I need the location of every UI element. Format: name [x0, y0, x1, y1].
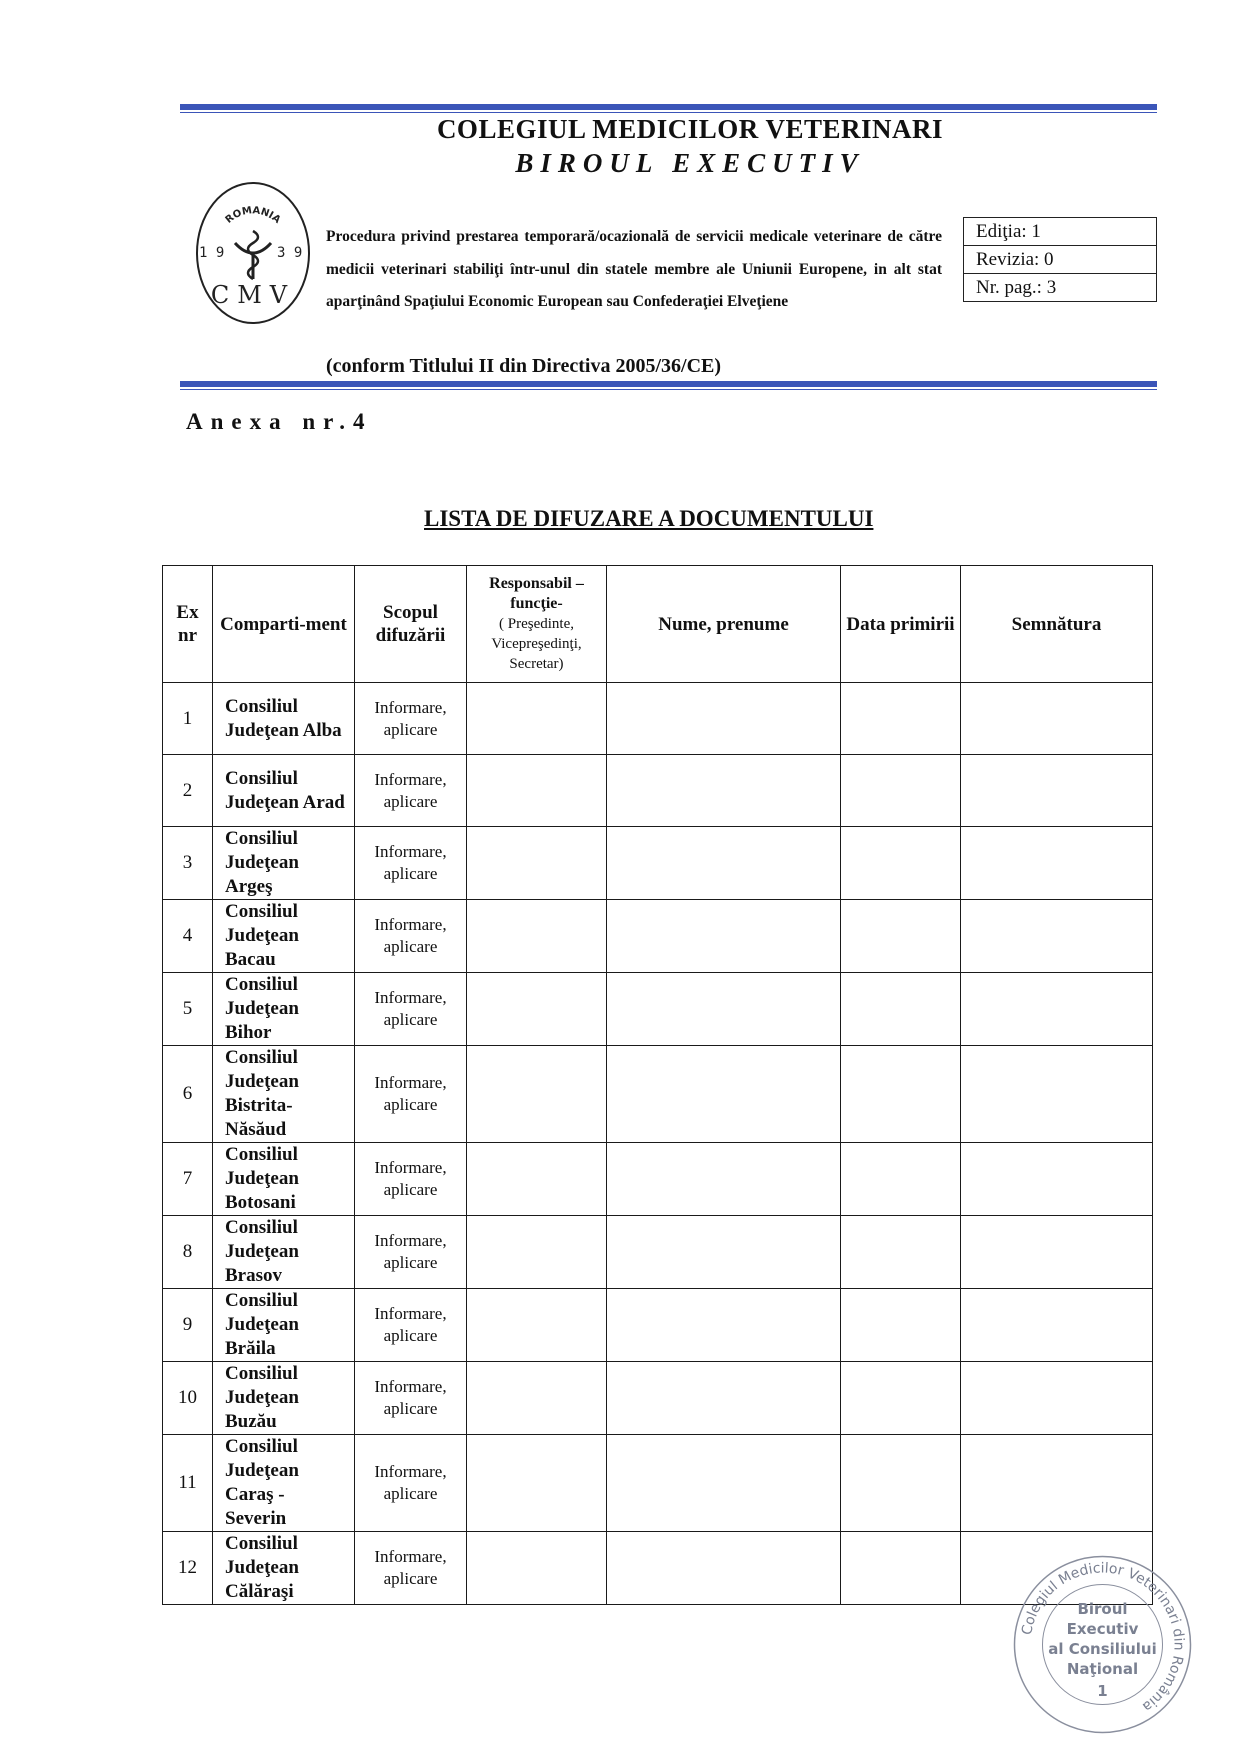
- header-bottom-rule: [180, 381, 1157, 387]
- table-row: [163, 755, 1153, 827]
- procedure-title: Procedura privind prestarea temporară/ocazională de servicii medicale veterinare de către medicii veterinari stabiliţi într-unul din statele membre ale Uniunii Europene, in alt stat aparţinând Spaţiului Economic European sau Confederaţiei Elveţiene: [326, 228, 942, 310]
- procedure-reference: (conform Titlului II din Directiva 2005/36/CE): [326, 355, 722, 377]
- row-name-cell[interactable]: [607, 900, 841, 973]
- stamp-line-3: al Consiliului: [1048, 1640, 1157, 1658]
- table-row: [163, 1435, 1153, 1532]
- row-date-cell[interactable]: [841, 1289, 961, 1362]
- row-signature-cell[interactable]: [961, 1435, 1153, 1532]
- cmv-logo-icon: [193, 181, 313, 326]
- row-date-cell[interactable]: [841, 1362, 961, 1435]
- row-date-cell[interactable]: [841, 755, 961, 827]
- row-name-cell[interactable]: [607, 827, 841, 900]
- row-responsible-cell[interactable]: [467, 683, 607, 755]
- row-signature-cell[interactable]: [961, 683, 1153, 755]
- row-signature-cell[interactable]: [961, 1216, 1153, 1289]
- table-header-row: [163, 566, 1153, 683]
- row-signature-cell[interactable]: [961, 755, 1153, 827]
- annex-label: Anexa nr.4: [186, 409, 373, 434]
- row-date-cell[interactable]: [841, 1435, 961, 1532]
- table-row: [163, 1143, 1153, 1216]
- row-department: Consiliul Judeţean Brăila: [213, 1289, 355, 1362]
- row-responsible-cell[interactable]: [467, 755, 607, 827]
- logo-year-left: 1 9: [199, 245, 225, 261]
- table-row: [163, 683, 1153, 755]
- bowl-of-hygieia-icon: [235, 231, 271, 279]
- row-department: Consiliul Judeţean Buzău: [213, 1362, 355, 1435]
- row-department: Consiliul Judeţean Bihor: [213, 973, 355, 1046]
- row-responsible-cell[interactable]: [467, 1435, 607, 1532]
- row-department: Consiliul Judeţean Alba: [213, 683, 355, 755]
- row-department: Consiliul Judeţean Bacau: [213, 900, 355, 973]
- header-responsible-title: Responsabil –funcţie-: [489, 575, 584, 612]
- stamp-ring-text: Colegiul Medicilor Veterinari din România: [1019, 1560, 1187, 1715]
- row-date-cell[interactable]: [841, 1046, 961, 1143]
- row-number: 4: [163, 900, 213, 973]
- row-number: 5: [163, 973, 213, 1046]
- row-responsible-cell[interactable]: [467, 1143, 607, 1216]
- row-department: Consiliul Judeţean Arad: [213, 755, 355, 827]
- row-name-cell[interactable]: [607, 1532, 841, 1605]
- row-name-cell[interactable]: [607, 1143, 841, 1216]
- row-number: 8: [163, 1216, 213, 1289]
- row-department: Consiliul Judeţean Caraş - Severin: [213, 1435, 355, 1532]
- row-responsible-cell[interactable]: [467, 1362, 607, 1435]
- header-name: Nume, prenume: [607, 566, 841, 683]
- row-signature-cell[interactable]: [961, 973, 1153, 1046]
- row-name-cell[interactable]: [607, 683, 841, 755]
- row-purpose: Informare, aplicare: [355, 1362, 467, 1435]
- row-purpose: Informare, aplicare: [355, 900, 467, 973]
- row-department: Consiliul Judeţean Brasov: [213, 1216, 355, 1289]
- row-number: 3: [163, 827, 213, 900]
- row-purpose: Informare, aplicare: [355, 683, 467, 755]
- header-responsible: [467, 566, 607, 683]
- row-purpose: Informare, aplicare: [355, 1289, 467, 1362]
- official-stamp-icon: [1010, 1552, 1195, 1737]
- row-name-cell[interactable]: [607, 1435, 841, 1532]
- row-purpose: Informare, aplicare: [355, 1143, 467, 1216]
- row-responsible-cell[interactable]: [467, 1289, 607, 1362]
- row-responsible-cell[interactable]: [467, 900, 607, 973]
- logo-letters: CMV: [210, 281, 296, 309]
- stamp-line-2: Executiv: [1066, 1620, 1139, 1638]
- table-row: [163, 900, 1153, 973]
- row-signature-cell[interactable]: [961, 1143, 1153, 1216]
- document-version-box: [963, 217, 1157, 302]
- header-purpose: Scopul difuzării: [355, 566, 467, 683]
- stamp-line-1: Biroul: [1077, 1600, 1128, 1618]
- list-title: LISTA DE DIFUZARE A DOCUMENTULUI: [424, 506, 874, 531]
- row-department: Consiliul Judeţean Bistrita-Năsăud: [213, 1046, 355, 1143]
- header-ex-nr: Ex nr: [163, 566, 213, 683]
- header-top-rule: [180, 104, 1157, 110]
- row-purpose: Informare, aplicare: [355, 973, 467, 1046]
- page-number-label: Nr. pag.: 3: [976, 277, 1057, 298]
- row-number: 9: [163, 1289, 213, 1362]
- row-name-cell[interactable]: [607, 1046, 841, 1143]
- header-date: Data primirii: [841, 566, 961, 683]
- distribution-table: [162, 565, 1153, 1605]
- row-name-cell[interactable]: [607, 1216, 841, 1289]
- row-responsible-cell[interactable]: [467, 973, 607, 1046]
- table-row: [163, 973, 1153, 1046]
- logo-year-right: 3 9: [277, 245, 303, 261]
- row-signature-cell[interactable]: [961, 1046, 1153, 1143]
- row-signature-cell[interactable]: [961, 1362, 1153, 1435]
- row-number: 2: [163, 755, 213, 827]
- row-number: 11: [163, 1435, 213, 1532]
- row-date-cell[interactable]: [841, 900, 961, 973]
- row-date-cell[interactable]: [841, 827, 961, 900]
- row-responsible-cell[interactable]: [467, 1216, 607, 1289]
- row-name-cell[interactable]: [607, 1362, 841, 1435]
- table-row: [163, 1362, 1153, 1435]
- row-purpose: Informare, aplicare: [355, 755, 467, 827]
- table-row: [163, 1046, 1153, 1143]
- table-row: [163, 1216, 1153, 1289]
- org-subtitle: BIROUL EXECUTIV: [515, 148, 865, 178]
- row-number: 12: [163, 1532, 213, 1605]
- stamp-number: 1: [1097, 1682, 1108, 1700]
- row-number: 1: [163, 683, 213, 755]
- row-responsible-cell[interactable]: [467, 1046, 607, 1143]
- row-name-cell[interactable]: [607, 1289, 841, 1362]
- row-purpose: Informare, aplicare: [355, 1216, 467, 1289]
- row-date-cell[interactable]: [841, 683, 961, 755]
- row-date-cell[interactable]: [841, 1532, 961, 1605]
- row-number: 7: [163, 1143, 213, 1216]
- row-responsible-cell[interactable]: [467, 827, 607, 900]
- row-number: 10: [163, 1362, 213, 1435]
- row-number: 6: [163, 1046, 213, 1143]
- row-purpose: Informare, aplicare: [355, 1435, 467, 1532]
- stamp-line-4: Naţional: [1066, 1660, 1139, 1678]
- logo-country-text: ROMANIA: [223, 205, 283, 226]
- row-purpose: Informare, aplicare: [355, 1046, 467, 1143]
- org-name: COLEGIUL MEDICILOR VETERINARI: [436, 114, 944, 144]
- table-row: [163, 1289, 1153, 1362]
- row-purpose: Informare, aplicare: [355, 827, 467, 900]
- row-signature-cell[interactable]: [961, 1289, 1153, 1362]
- row-department: Consiliul Judeţean Călăraşi: [213, 1532, 355, 1605]
- row-date-cell[interactable]: [841, 973, 961, 1046]
- header-department: Comparti-ment: [213, 566, 355, 683]
- edition-label: Ediţia: 1: [964, 218, 1156, 246]
- revision-label: Revizia: 0: [964, 246, 1156, 274]
- row-signature-cell[interactable]: [961, 827, 1153, 900]
- row-signature-cell[interactable]: [961, 900, 1153, 973]
- row-date-cell[interactable]: [841, 1143, 961, 1216]
- header-signature: Semnătura: [961, 566, 1153, 683]
- row-name-cell[interactable]: [607, 973, 841, 1046]
- table-row: [163, 827, 1153, 900]
- row-department: Consiliul Judeţean Argeş: [213, 827, 355, 900]
- row-name-cell[interactable]: [607, 755, 841, 827]
- row-purpose: Informare, aplicare: [355, 1532, 467, 1605]
- header-responsible-detail: ( Preşedinte, Vicepreşedinţi, Secretar): [491, 616, 582, 672]
- table-row: [163, 1532, 1153, 1605]
- row-responsible-cell[interactable]: [467, 1532, 607, 1605]
- row-department: Consiliul Judeţean Botosani: [213, 1143, 355, 1216]
- row-date-cell[interactable]: [841, 1216, 961, 1289]
